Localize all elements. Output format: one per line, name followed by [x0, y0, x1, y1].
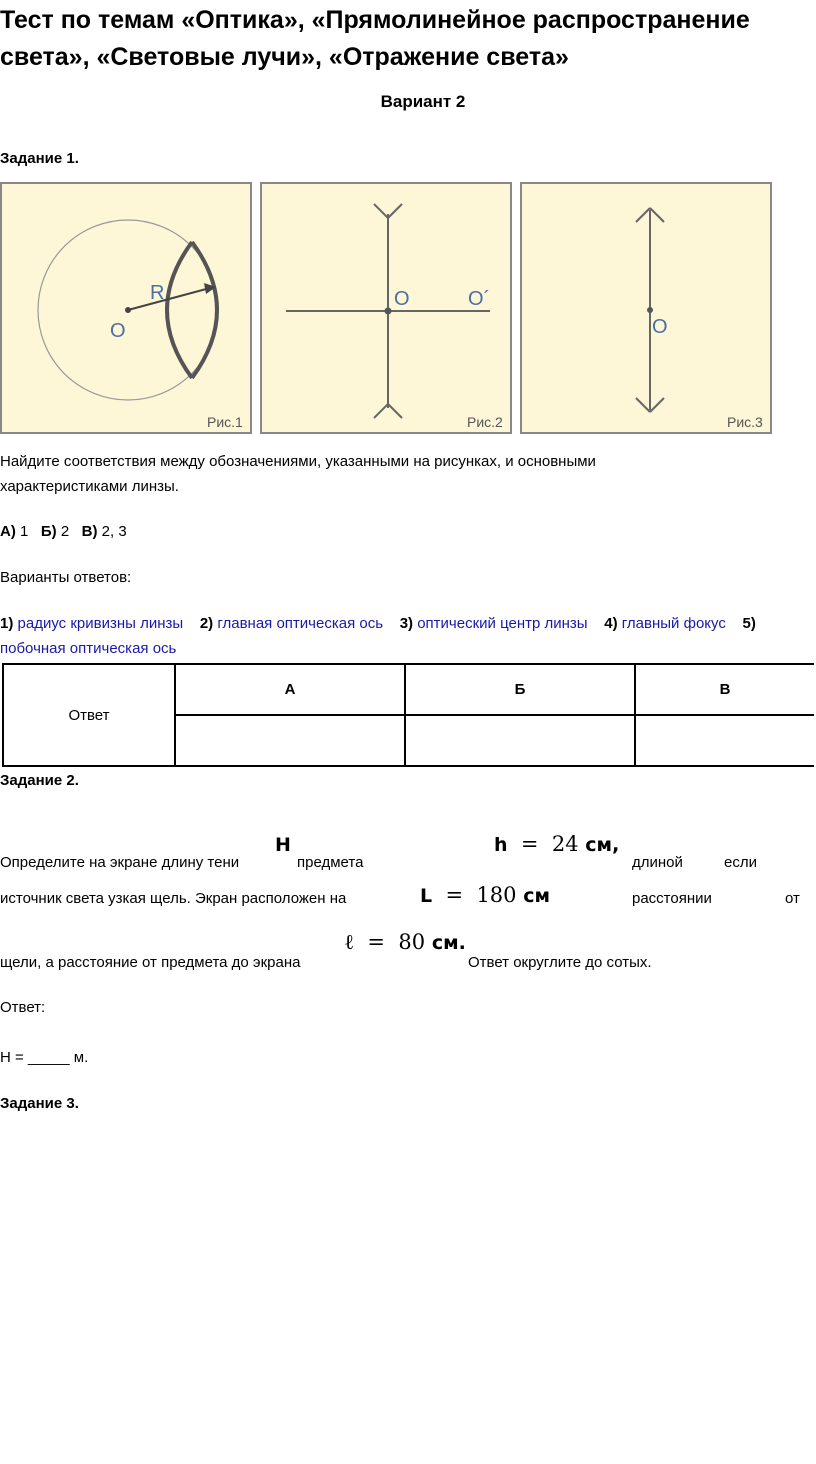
option-text: побочная оптическая ось — [0, 640, 177, 657]
symbol-h-upper: H — [275, 834, 291, 856]
figure-1-drawing — [2, 184, 254, 436]
options-title: Варианты ответов: — [0, 569, 132, 586]
option-text: радиус кривизны линзы — [17, 615, 184, 632]
answer-col-a: А — [175, 664, 405, 715]
fig1-label-o: O — [110, 320, 126, 342]
answer-cell-v[interactable] — [635, 715, 814, 766]
task2-answer-line: H = _____ м. — [0, 1049, 89, 1066]
option-number: 1) — [0, 615, 14, 632]
option-number: 4) — [604, 615, 618, 632]
task2-line2-a: источник света узкая щель. Экран расположен на — [0, 890, 347, 907]
formula-l-object: ℓ = 80 см. — [344, 930, 466, 954]
fig3-label-o: O — [652, 316, 668, 338]
task2-line2-b: расстоянии — [632, 890, 712, 907]
formula-l-distance: L = 180 см — [420, 883, 551, 907]
task2-line1-b: предмета — [297, 854, 364, 871]
option-text: оптический центр линзы — [417, 615, 588, 632]
task1-heading: Задание 1. — [0, 150, 79, 167]
options-list — [0, 611, 812, 661]
answer-col-b: Б — [405, 664, 635, 715]
fig2-caption: Рис.2 — [467, 414, 503, 430]
match-letter: В) — [81, 523, 98, 540]
formula-h: h = 24 см, — [494, 832, 620, 856]
answer-col-v: В — [635, 664, 814, 715]
task2-line3-a: щели, а расстояние от предмета до экрана — [0, 954, 301, 971]
answer-cell-a[interactable] — [175, 715, 405, 766]
answer-cell-b[interactable] — [405, 715, 635, 766]
task2-line3-b: Ответ округлите до сотых. — [468, 954, 652, 971]
task2-line2-c: от — [785, 890, 800, 907]
task2-line1-d: если — [724, 854, 757, 871]
answer-row-label: Ответ — [3, 664, 175, 766]
task2-line1-c: длиной — [632, 854, 683, 871]
fig3-caption: Рис.3 — [727, 414, 763, 430]
figure-2-drawing — [262, 184, 514, 436]
fig1-label-r: R — [150, 282, 165, 304]
figure-2 — [260, 182, 512, 434]
match-letter: А) — [0, 523, 16, 540]
figure-3-drawing — [522, 184, 774, 436]
task2-heading: Задание 2. — [0, 772, 79, 789]
option-number: 3) — [399, 615, 414, 632]
option-number: 2) — [199, 615, 214, 632]
task1-question: Найдите соответствия между обозначениями, указанными на рисунках, и основными характеристиками линзы. — [0, 453, 596, 495]
option-text: главный фокус — [621, 615, 726, 632]
fig2-label-o-prime: O´ — [468, 288, 491, 310]
answer-table — [2, 663, 814, 767]
match-value: 2, 3 — [101, 523, 127, 540]
match-value: 1 — [20, 523, 29, 540]
match-letter: Б) — [40, 523, 57, 540]
option-text: главная оптическая ось — [217, 615, 384, 632]
figure-1 — [0, 182, 252, 434]
match-value: 2 — [60, 523, 70, 540]
page-title: Тест по темам «Оптика», «Прямолинейное распространение света», «Световые лучи», «Отражение света» — [0, 6, 750, 71]
task2-answer-label: Ответ: — [0, 999, 46, 1016]
fig1-caption: Рис.1 — [207, 414, 243, 430]
variant-label: Вариант 2 — [380, 92, 466, 111]
figure-3 — [520, 182, 772, 434]
fig2-label-o: O — [394, 288, 410, 310]
option-number: 5) — [742, 615, 756, 632]
task2-line1-a: Определите на экране длину тени — [0, 854, 240, 871]
task1-matches — [0, 519, 127, 544]
task3-heading: Задание 3. — [0, 1095, 79, 1112]
